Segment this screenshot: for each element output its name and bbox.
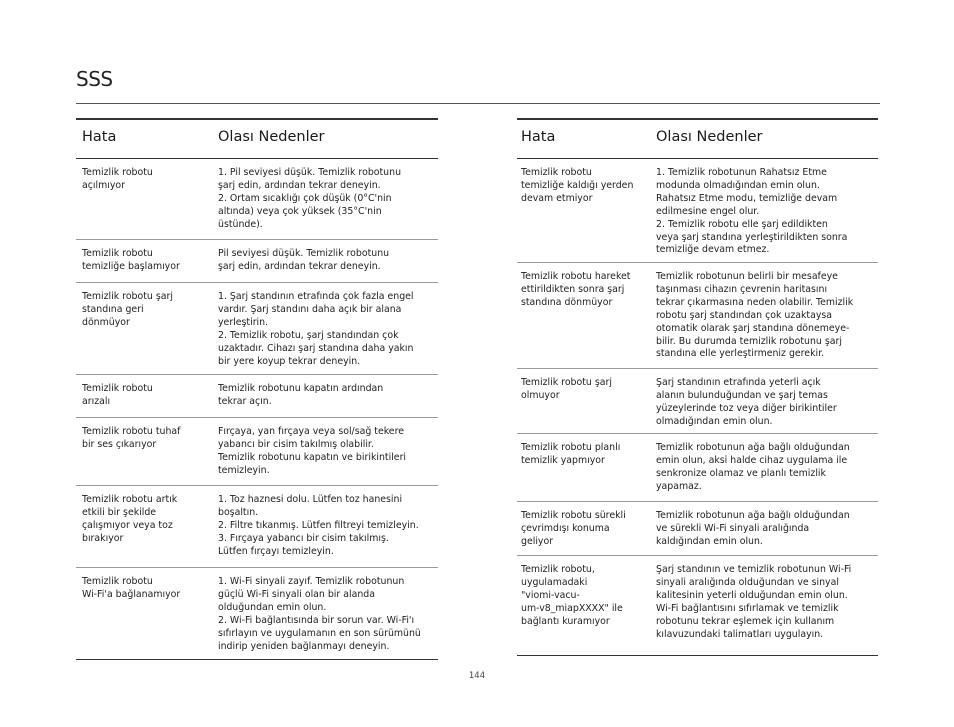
problem-cell: Temizlik robotu artık etkili bir şekilde çalışmıyor veya toz bırakıyor [82, 494, 178, 544]
header-causes: Olası Nedenler [656, 129, 763, 145]
cause-cell: 1. Temizlik robotunun Rahatsız Etme modunda olmadığından emin olun. Rahatsız Etme modu, temizliğe devam edilmesine engel olur. 2. Temizlik robotu elle şarj edildikten veya şarj standına yerleştirildikten sonra temizliğe devam etmez. [656, 167, 848, 256]
cause-cell: Fırçaya, yan fırçaya veya sol/sağ tekere yabancı bir cisim takılmış olabilir. Temizlik robotunu kapatın ve birikintileri temizleyin. [218, 426, 407, 476]
faq-table-left [76, 118, 438, 660]
table-row [517, 263, 878, 369]
table-row [517, 556, 878, 655]
table-row [517, 434, 878, 502]
header-problem: Hata [82, 129, 117, 145]
problem-cell: Temizlik robotu temizliğe kaldığı yerden devam etmiyor [521, 167, 634, 204]
table-header [517, 120, 878, 159]
problem-cell: Temizlik robotu tuhaf bir ses çıkarıyor [82, 426, 181, 450]
header-problem: Hata [521, 129, 556, 145]
table-row [76, 283, 438, 375]
problem-cell: Temizlik robotu açılmıyor [82, 167, 153, 191]
cause-cell: Şarj standının etrafında yeterli açık alanın bulunduğundan ve şarj temas yüzeylerinde toz veya diğer birikintiler olmadığından emin olun. [656, 377, 837, 427]
table-row [517, 159, 878, 263]
cause-cell: 1. Wi-Fi sinyali zayıf. Temizlik robotunun güçlü Wi-Fi sinyali olan bir alanda olduğundan emin olun. 2. Wi-Fi bağlantısında bir sorun var. Wi-Fi'ı sıfırlayın ve uygulamanın en son sürümünü indirip yeniden bağlanmayı deneyin. [218, 576, 421, 652]
header-causes: Olası Nedenler [218, 129, 325, 145]
table-row [76, 568, 438, 659]
cause-cell: Temizlik robotunun ağa bağlı olduğundan ve sürekli Wi-Fi sinyali aralığında kaldığından emin olun. [656, 510, 850, 547]
table-row [76, 159, 438, 240]
problem-cell: Temizlik robotu sürekli çevrimdışı konuma geliyor [521, 510, 626, 547]
cause-cell: Pil seviyesi düşük. Temizlik robotunu şarj edin, ardından tekrar deneyin. [218, 248, 390, 272]
problem-cell: Temizlik robotu şarj olmuyor [521, 377, 612, 401]
table-row [76, 418, 438, 486]
problem-cell: Temizlik robotu hareket ettirildikten sonra şarj standına dönmüyor [521, 271, 631, 308]
table-header [76, 120, 438, 159]
cause-cell: Temizlik robotunu kapatın ardından tekrar açın. [218, 383, 384, 407]
table-row [76, 375, 438, 418]
problem-cell: Temizlik robotu şarj standına geri dönmüyor [82, 291, 173, 328]
cause-cell: 1. Toz haznesi dolu. Lütfen toz hanesini boşaltın. 2. Filtre tıkanmış. Lütfen filtreyi temizleyin. 3. Fırçaya yabancı bir cisim takılmış. Lütfen fırçayı temizleyin. [218, 494, 419, 557]
problem-cell: Temizlik robotu Wi-Fi'a bağlanamıyor [82, 576, 181, 600]
table-row [517, 369, 878, 434]
table-row [517, 502, 878, 556]
cause-cell: Şarj standının ve temizlik robotunun Wi-Fi sinyali aralığında olduğundan ve sinyal kalitesinin yeterli olduğundan emin olun. Wi-Fi bağlantısını sıfırlamak ve temizlik robotunu tekrar eşlemek için kullanım kılavuzundaki talimatları uygulayın. [656, 564, 852, 640]
title-divider [76, 103, 880, 104]
cause-cell: 1. Şarj standının etrafında çok fazla engel vardır. Şarj standını daha açık bir alana yerleştirin. 2. Temizlik robotu, şarj standından çok uzaktadır. Cihazı şarj standına daha yakın bir yere koyup tekrar deneyin. [218, 291, 414, 367]
page-title: SSS [76, 67, 113, 91]
cause-cell: Temizlik robotunun ağa bağlı olduğundan emin olun, aksi halde cihaz uygulama ile senkronize olamaz ve planlı temizlik yapamaz. [656, 442, 850, 492]
page-number: 144 [468, 671, 486, 681]
faq-table-right [517, 118, 878, 656]
cause-cell: 1. Pil seviyesi düşük. Temizlik robotunu şarj edin, ardından tekrar deneyin. 2. Ortam sıcaklığı çok düşük (0°C'nin altında) veya çok yüksek (35°C'nin üstünde). [218, 167, 402, 230]
problem-cell: Temizlik robotu arızalı [82, 383, 153, 407]
problem-cell: Temizlik robotu temizliğe başlamıyor [82, 248, 180, 272]
cause-cell: Temizlik robotunun belirli bir mesafeye taşınması cihazın çevrenin haritasını tekrar çıkarmasına neden olabilir. Temizlik robotu şarj standından çok uzaktaysa otomatik olarak şarj standına dönemeye- bilir. Bu durumda temizlik robotunu şarj standına elle yerleştirmeniz gerekir. [656, 271, 854, 360]
problem-cell: Temizlik robotu, uygulamadaki "viomi-vacu- um-v8_miapXXXX" ile bağlantı kuramıyor [521, 564, 623, 627]
table-row [76, 240, 438, 283]
problem-cell: Temizlik robotu planlı temizlik yapmıyor [521, 442, 621, 466]
table-row [76, 486, 438, 568]
